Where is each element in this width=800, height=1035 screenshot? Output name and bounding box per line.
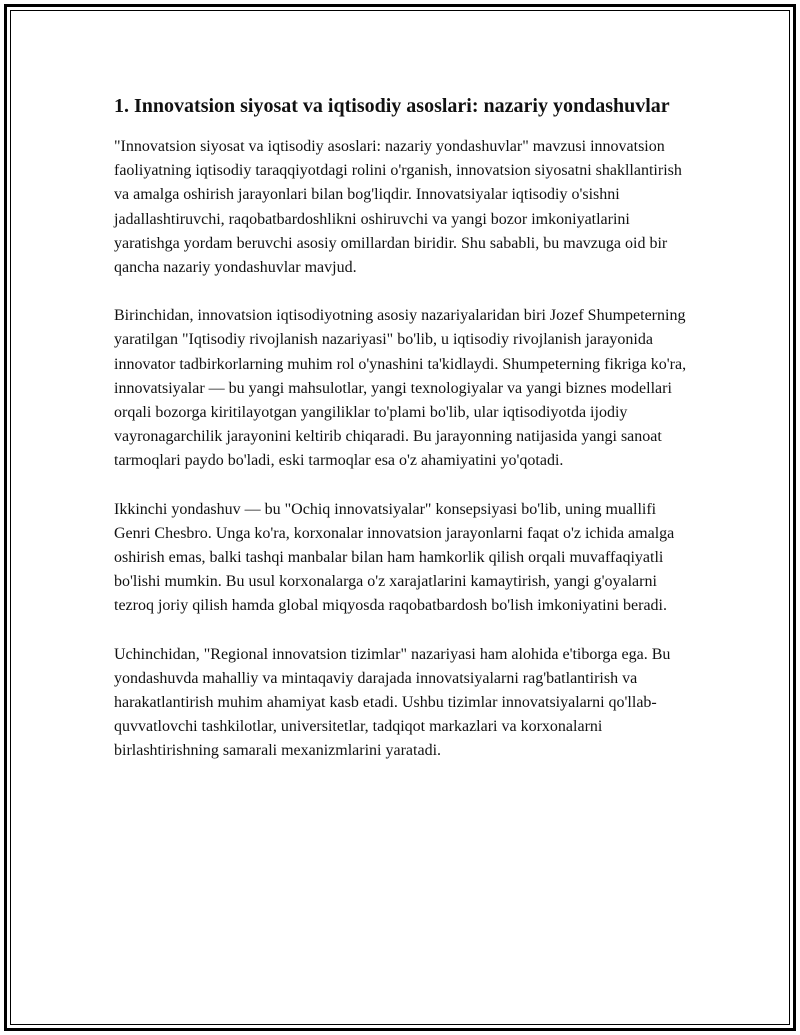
paragraph-1: "Innovatsion siyosat va iqtisodiy asoslari: nazariy yondashuvlar" mavzusi innovatsion faoliyatning iqtisodiy taraqqiyotdagi rolini o'rganish, innovatsion siyosatni shakllantirish va amalga oshirish jarayonlari bilan bog'liqdir. Innovatsiyalar iqtisodiy o'sishni jadallashtiruvchi, raqobatbardoshlikni oshiruvchi va yangi bozor imkoniyatlarini yaratishga yordam beruvchi asosiy omillardan biridir. Shu sababli, bu mavzuga oid bir qancha nazariy yondashuvlar mavjud. xyxy=(114,138,682,277)
document-body xyxy=(114,92,694,788)
paragraph-4: Uchinchidan, "Regional innovatsion tizimlar" nazariyasi ham alohida e'tiborga ega. Bu yondashuvda mahalliy va mintaqaviy darajada innovatsiyalarni rag'batlantirish va harakatlantirish muhim ahamiyat kasb etadi. Ushbu tizimlar innovatsiyalarni qo'llab-quvvatlovchi tashkilotlar, universitetlar, tadqiqot markazlari va korxonalarni birlashtirishning samarali mexanizmlarini yaratadi. xyxy=(114,645,671,760)
paragraph-3: Ikkinchi yondashuv — bu "Ochiq innovatsiyalar" konsepsiyasi bo'lib, uning muallifi Genri Chesbro. Unga ko'ra, korxonalar innovatsion jarayonlarni faqat o'z ichida amalga oshirish emas, balki tashqi manbalar bilan ham hamkorlik qilish orqali muvaffaqiyatli bo'lishi mumkin. Bu usul korxonalarga o'z xarajatlarini kamaytirish, yangi g'oyalarni tezroq joriy qilish hamda global miqyosda raqobatbardosh bo'lish imkoniyatini beradi. xyxy=(114,500,675,615)
paragraph-2: Birinchidan, innovatsion iqtisodiyotning asosiy nazariyalaridan biri Jozef Shumpeterning yaratilgan "Iqtisodiy rivojlanish nazariyasi" bo'lib, u iqtisodiy rivojlanish jarayonida innovator tadbirkorlarning muhim rol o'ynashini ta'kidlaydi. Shumpeterning fikriga ko'ra, innovatsiyalar — bu yangi mahsulotlar, yangi texnologiyalar va yangi biznes modellari orqali bozorga kiritilayotgan yangiliklar to'plami bo'lib, ular iqtisodiyotda ijodiy vayronagarchilik jarayonini keltirib chiqaradi. Bu jarayonning natijasida yangi sanoat tarmoqlari paydo bo'ladi, eski tarmoqlar esa o'z ahamiyatini yo'qotadi. xyxy=(114,307,687,470)
section-heading: 1. Innovatsion siyosat va iqtisodiy asoslari: nazariy yondashuvlar xyxy=(114,95,670,117)
